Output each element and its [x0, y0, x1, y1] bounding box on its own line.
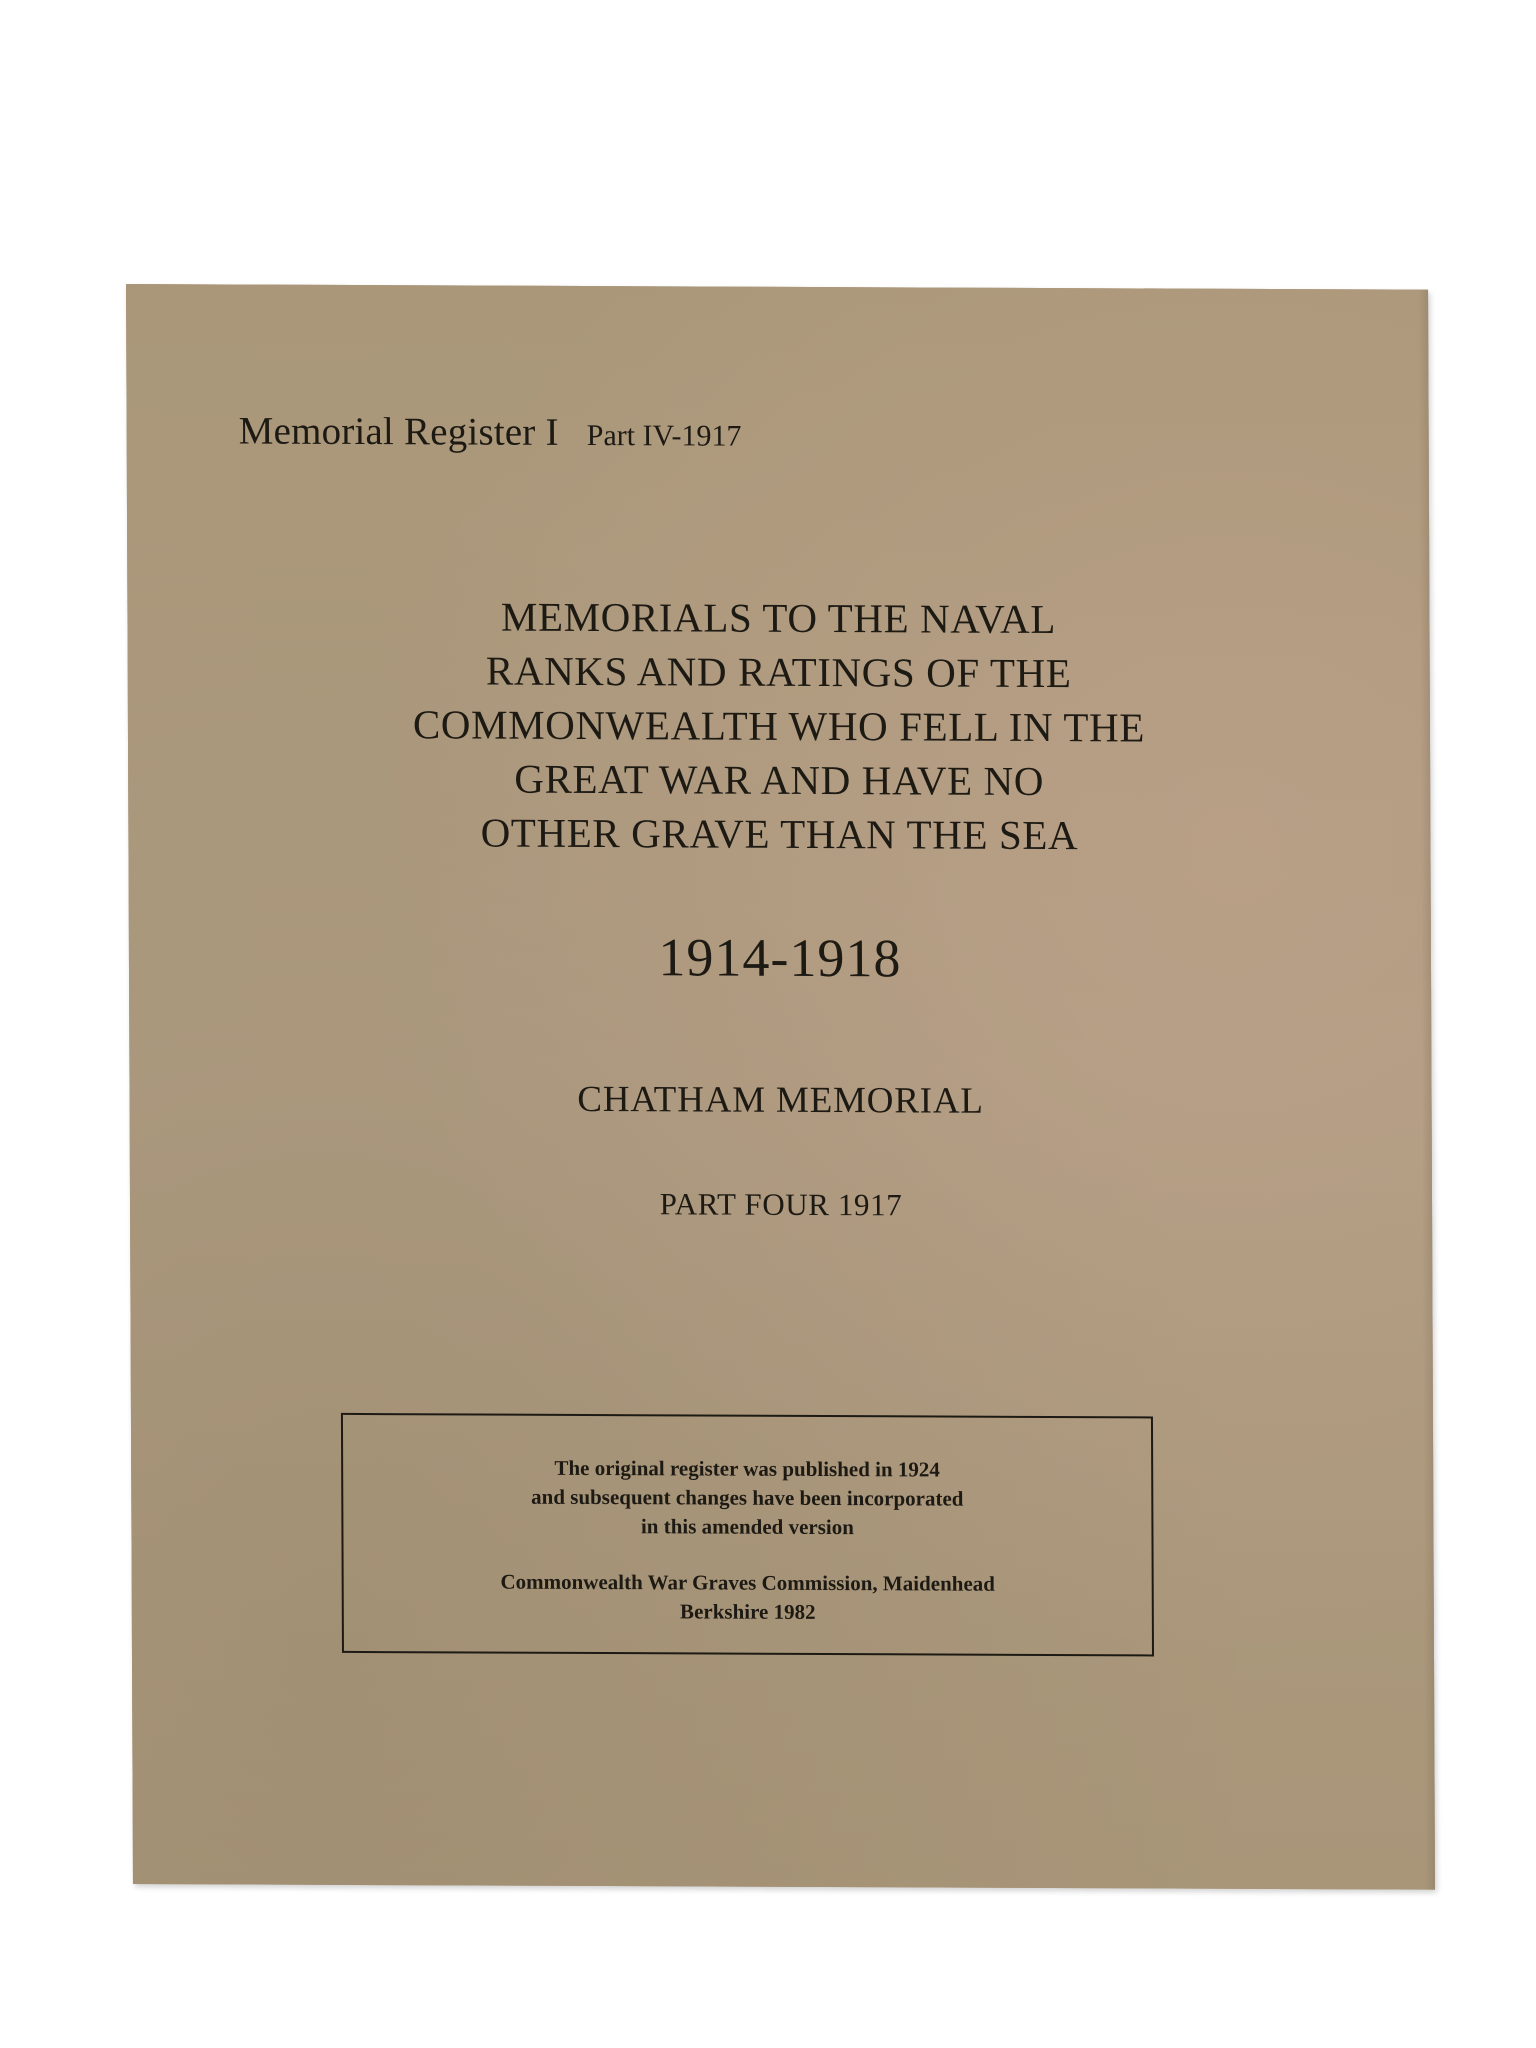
title-line: RANKS AND RATINGS OF THE: [485, 647, 1072, 697]
register-part: Part IV-1917: [586, 419, 742, 453]
register-label: Memorial Register I: [238, 409, 559, 454]
publisher-imprint: [344, 1567, 1152, 1629]
booklet-cover: [126, 284, 1435, 1890]
title-line: GREAT WAR AND HAVE NO: [514, 755, 1045, 804]
note-line: in this amended version: [640, 1514, 854, 1540]
publication-note-box: [341, 1413, 1154, 1657]
note-line: Berkshire 1982: [679, 1599, 816, 1624]
cover-edge-shadow: [1418, 290, 1435, 1890]
war-years: 1914-1918: [658, 927, 902, 989]
register-heading: [239, 408, 939, 471]
memorial-name: CHATHAM MEMORIAL: [577, 1078, 984, 1122]
note-line: Commonwealth War Graves Commission, Maidenhead: [500, 1569, 995, 1596]
title-line: MEMORIALS TO THE NAVAL: [500, 593, 1057, 643]
title-line: COMMONWEALTH WHO FELL IN THE: [412, 701, 1146, 751]
publication-history: [343, 1453, 1151, 1544]
part-label: PART FOUR 1917: [659, 1186, 903, 1223]
note-line: The original register was published in 1924: [554, 1455, 940, 1482]
cover-title: [227, 588, 1330, 863]
title-line: OTHER GRAVE THAN THE SEA: [480, 809, 1079, 859]
note-line: and subsequent changes have been incorporated: [531, 1484, 964, 1511]
